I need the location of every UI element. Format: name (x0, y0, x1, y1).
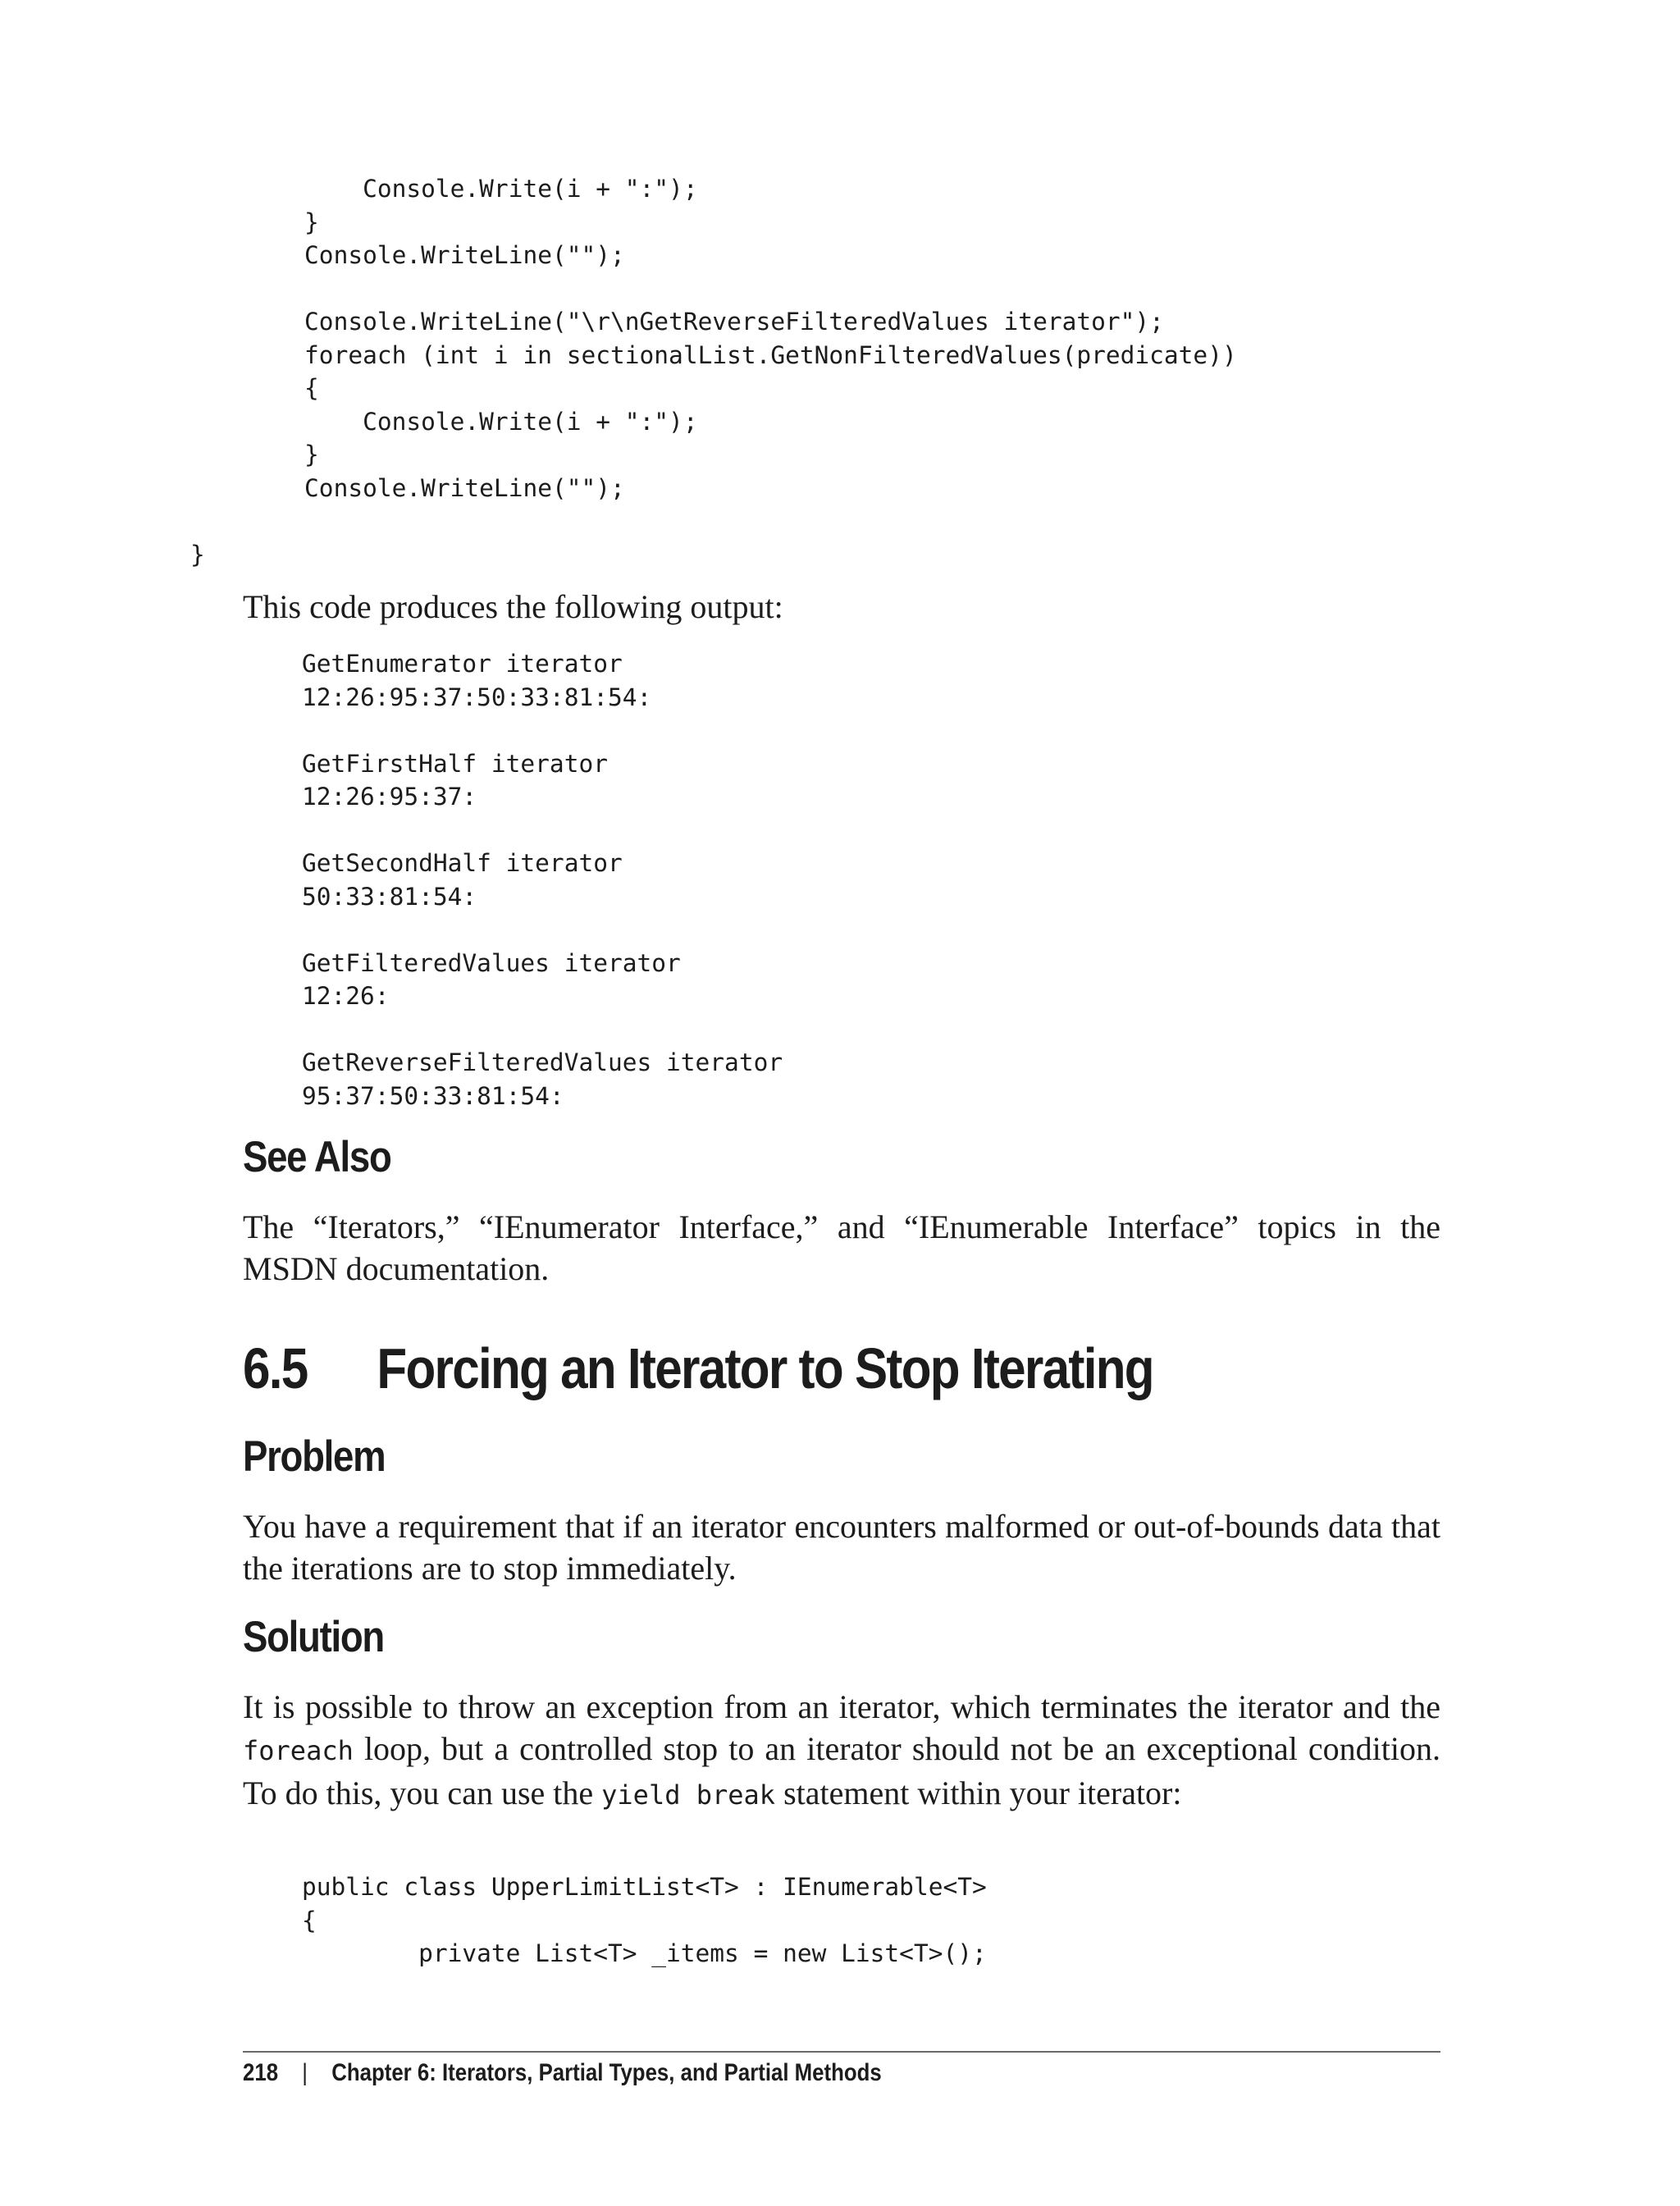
code-line: Console.WriteLine(""); (246, 241, 625, 269)
section-title: Forcing an Iterator to Stop Iterating (377, 1336, 1153, 1400)
output-block (302, 647, 783, 1112)
problem-paragraph: You have a requirement that if an iterator encounters malformed or out-of-bounds data that the iterations are to stop immediately. (243, 1508, 1440, 1587)
see-also-heading: See Also (243, 1133, 391, 1181)
output-line (302, 913, 783, 947)
solution-text-3: statement within your iterator: (775, 1774, 1182, 1811)
section-number: 6.5 (243, 1336, 308, 1400)
page-footer (243, 2059, 882, 2087)
code-line: Console.WriteLine("\r\nGetReverseFilteredValues iterator"); (246, 308, 1164, 336)
output-line (302, 1013, 783, 1047)
solution-text-1: It is possible to throw an exception from an iterator, which terminates the iterator and the (243, 1688, 1440, 1725)
code-line (246, 505, 1237, 538)
inline-code-foreach: foreach (243, 1735, 354, 1766)
solution-text-2: loop, but a controlled stop to an iterator should not be an exceptional condition. To do this, you can use the (243, 1730, 1440, 1811)
code-line: Console.Write(i + ":"); (246, 175, 698, 203)
output-line: 12:26: (302, 982, 390, 1010)
output-line: GetFirstHalf iterator (302, 749, 608, 778)
code-line: Console.WriteLine(""); (246, 473, 625, 502)
code-line (246, 272, 1237, 306)
output-line: 12:26:95:37: (302, 783, 477, 811)
code-line: } (190, 540, 205, 569)
section-heading (243, 1336, 1153, 1401)
chapter-title: Chapter 6: Iterators, Partial Types, and Partial Methods (331, 2059, 882, 2086)
page-number: 218 (243, 2059, 279, 2086)
output-line: GetFilteredValues iterator (302, 948, 681, 977)
code-line: public class UpperLimitList<T> : IEnumerable<T> (302, 1873, 987, 1901)
output-line (302, 814, 783, 847)
output-line: GetReverseFilteredValues iterator (302, 1048, 783, 1076)
code-line: { (302, 1906, 317, 1934)
output-intro-paragraph: This code produces the following output: (243, 588, 783, 625)
code-line: } (246, 441, 319, 468)
output-line: 12:26:95:37:50:33:81:54: (302, 683, 652, 711)
code-line: { (246, 374, 319, 402)
inline-code-yield-break: yield break (601, 1779, 776, 1811)
output-line: 95:37:50:33:81:54: (302, 1081, 564, 1110)
see-also-paragraph: The “Iterators,” “IEnumerator Interface,” and “IEnumerable Interface” topics in the MSDN documentation. (243, 1208, 1440, 1287)
output-line: GetEnumerator iterator (302, 650, 623, 678)
code-line: Console.Write(i + ":"); (246, 407, 698, 436)
solution-paragraph (243, 1686, 1440, 1816)
footer-divider (243, 2051, 1440, 2053)
code-block-top (190, 172, 1237, 571)
output-line (302, 714, 783, 747)
code-line: private List<T> _items = new List<T>(); (302, 1939, 987, 1967)
solution-heading: Solution (243, 1613, 384, 1661)
code-line: } (246, 208, 319, 236)
footer-separator: | (302, 2059, 308, 2086)
problem-heading: Problem (243, 1432, 386, 1481)
output-line: 50:33:81:54: (302, 882, 477, 911)
code-block-bottom (302, 1870, 987, 1971)
code-line: foreach (int i in sectionalList.GetNonFilteredValues(predicate)) (246, 340, 1237, 369)
output-line: GetSecondHalf iterator (302, 849, 623, 877)
